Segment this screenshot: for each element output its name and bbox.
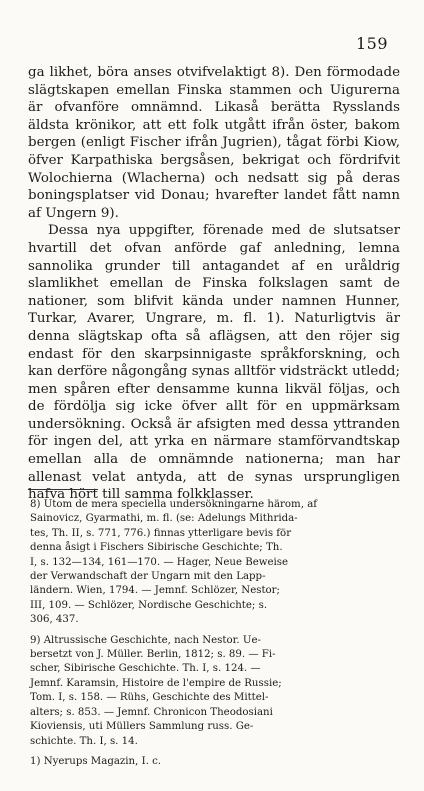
paragraph: ga likhet, böra anses otvifvelaktigt 8). Den förmodade slägtskapen emellan Finska stammen och Uigurerna är ofvanföre omnämnd. Likaså berätta Rysslands äldsta krönikor, att ett folk utgått ifrån öster, bakom bergen (enligt Fischer ifrån Jugrien), tågat förbi Kiow, öfver Karpathiska bergsåsen, bekrigat och fördrifvit Wolochierna (Wlacherna) och nedsatt sig på deras boningsplatser vid Donau; hvarefter landet fått namn af Ungern 9). xyxy=(28,65,400,221)
footnote-line: Jemnf. Karamsin, Histoire de l'empire de Russie; xyxy=(30,677,282,689)
footnote-line: alters; s. 853. — Jemnf. Chronicon Theodosiani xyxy=(30,706,273,718)
footnote-line: tes, Th. II, s. 771, 776.) finnas ytterligare bevis för xyxy=(30,527,292,539)
paragraph: Dessa nya uppgifter, förenade med de slutsatser hvartill det ofvan anförde gaf anledning, lemna sannolika grunder till antagandet af en uråldrig slamlikhet emellan de Finska folkslagen samt de nationer, som blifvit kända under namnen Hunner, Turkar, Avarer, Ungrare, m. fl. 1). Naturligtvis är denna slägtskap ofta så aflägsen, att den röjer sig endast för den skarpsinnigaste språkforskning, och kan derföre någongång synas alltför vidsträckt utledd; men spåren efter densamme kunna likväl följas, och de fördölja sig icke öfver allt för en uppmärksam undersökning. Också är afsigten med dessa yttranden för ingen del, att yrka en närmare stamförvandtskap emellan alla de omnämnde nationerna; man har allenast velat antyda, att de synas ursprungligen hafva hört till samma folkklasser. xyxy=(28,223,400,503)
page-number: 159 xyxy=(355,34,388,53)
footnote-line: Tom. I, s. 158. — Rühs, Geschichte des Mittel- xyxy=(30,692,269,704)
footnote-line: III, 109. — Schlözer, Nordische Geschichte; s. xyxy=(30,599,268,611)
footnote-line: 1) Nyerups Magazin, I. c. xyxy=(30,755,162,767)
footnote-1 xyxy=(30,755,398,769)
footnote-line: Sainovicz, Gyarmathi, m. fl. (se: Adelungs Mithrida- xyxy=(30,513,298,525)
footnotes xyxy=(30,498,398,775)
footnote-line: schichte. Th. I, s. 14. xyxy=(30,735,138,747)
footnote-divider xyxy=(28,489,98,490)
footnote-line: ländern. Wien, 1794. — Jemnf. Schlözer, Nestor; xyxy=(30,585,280,597)
footnote-line: I, s. 132—134, 161—170. — Hager, Neue Beweise xyxy=(30,556,289,568)
footnote-9 xyxy=(30,634,398,749)
footnote-8 xyxy=(30,498,398,628)
footnote-line: denna åsigt i Fischers Sibirische Geschichte; Th. xyxy=(30,542,283,554)
footnote-line: bersetzt von J. Müller. Berlin, 1812; s. 89. — Fi- xyxy=(30,649,276,661)
footnote-line: scher, Sibirische Geschichte. Th. I, s. 124. — xyxy=(30,663,261,675)
footnote-line: Kioviensis, uti Müllers Sammlung russ. Ge- xyxy=(30,721,254,733)
footnote-line: 9) Altrussische Geschichte, nach Nestor. Ue- xyxy=(30,634,261,646)
footnote-line: 306, 437. xyxy=(30,614,79,626)
footnote-line: 8) Utom de mera speciella undersökningarne härom, af xyxy=(30,499,318,510)
main-text xyxy=(28,64,400,504)
footnote-line: der Verwandschaft der Ungarn mit den Lapp- xyxy=(30,571,266,583)
